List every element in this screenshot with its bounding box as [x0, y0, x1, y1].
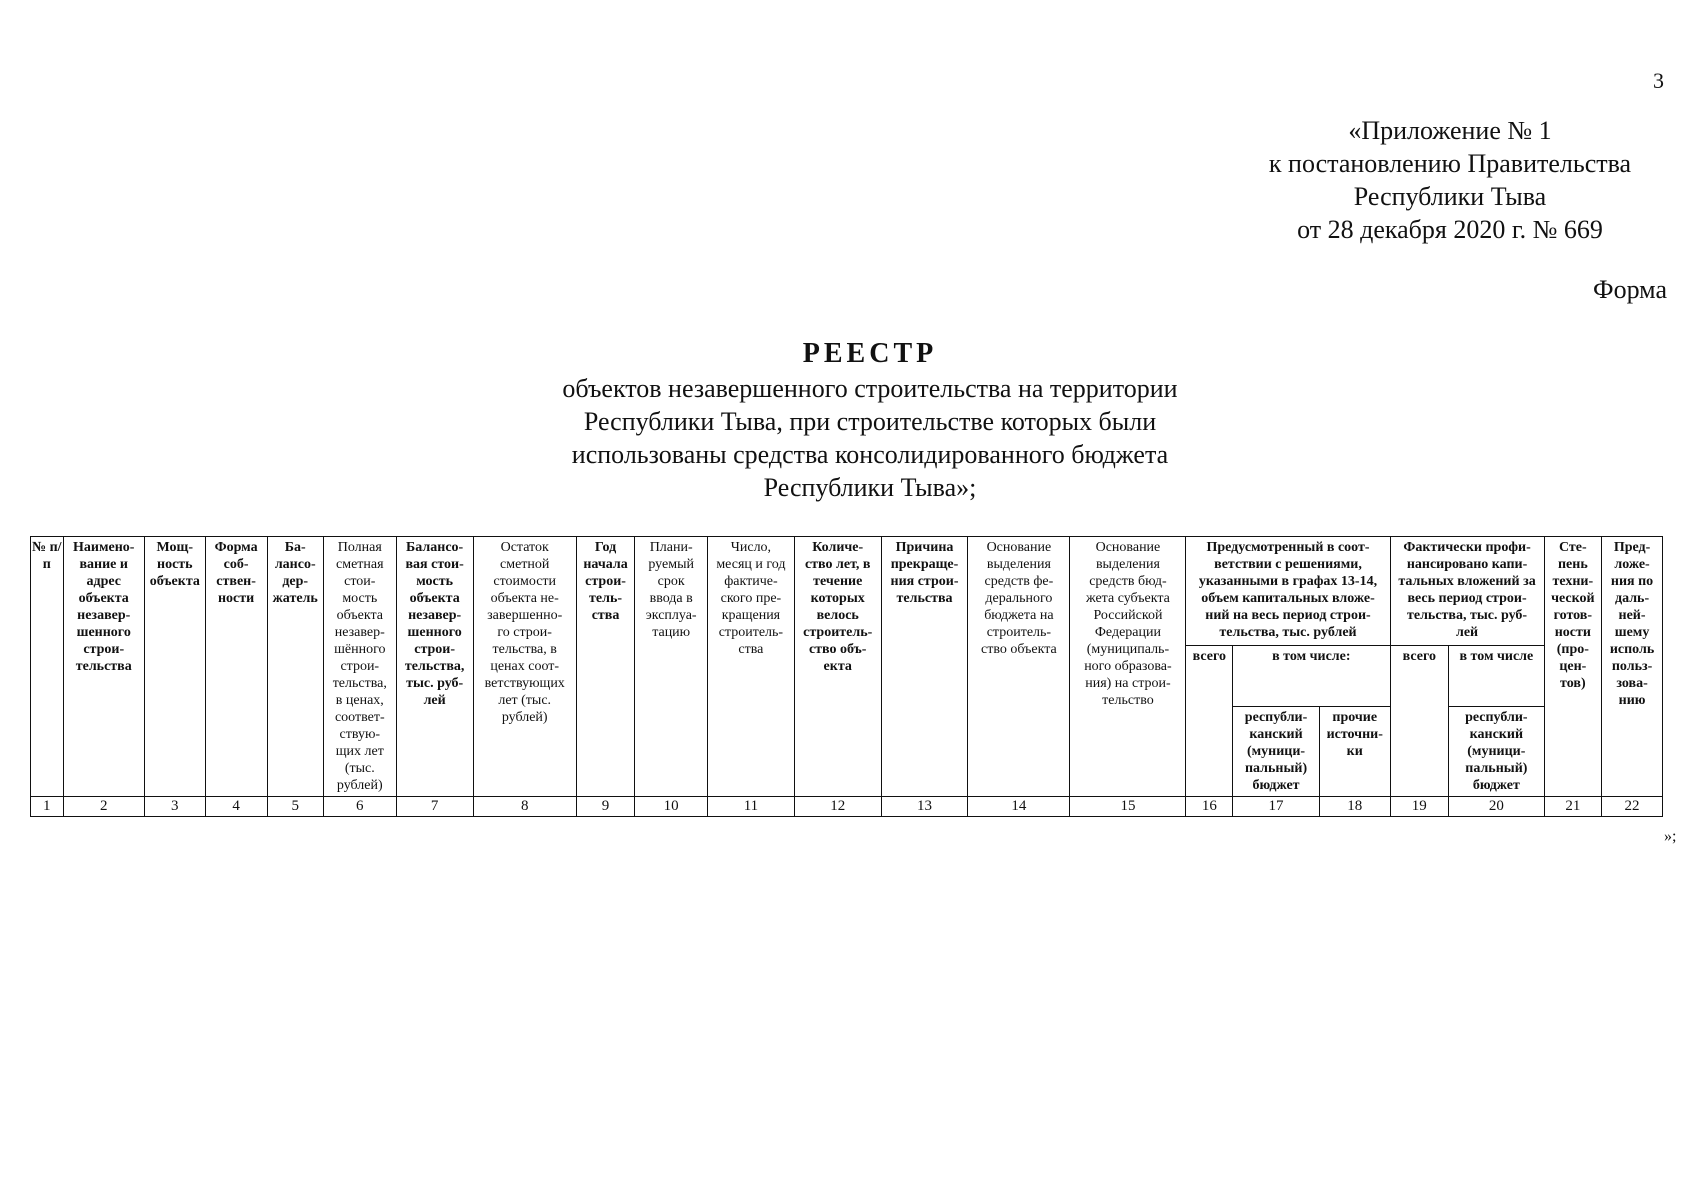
column-number: 16	[1186, 797, 1233, 817]
header-cell: Пред- ложе- ния по даль- ней- шему исполь польз- зова- нию	[1602, 537, 1663, 797]
header-cell: Полная сметная стои- мость объекта незавер- шённого строи- тельства, в ценах, соответ- ствую- щих лет (тыс. рублей)	[323, 537, 396, 797]
column-number: 10	[635, 797, 708, 817]
document-title	[440, 337, 1300, 504]
column-number: 12	[794, 797, 881, 817]
appendix-line: к постановлению Правительства	[1268, 149, 1632, 178]
registry-table	[30, 536, 1663, 817]
header-cell-other: прочие источни- ки	[1319, 707, 1390, 797]
column-number: 2	[63, 797, 144, 817]
appendix-line: «Приложение № 1	[1348, 116, 1552, 145]
title-line: Республики Тыва, при строительстве которых были	[583, 407, 1157, 436]
header-cell-including: в том числе	[1449, 646, 1545, 707]
header-cell: Наимено- вание и адрес объекта незавер- шенного строи- тельства	[63, 537, 144, 797]
column-number: 3	[144, 797, 205, 817]
header-cell: Сте- пень техни- ческой готов- ности (про- цен- тов)	[1544, 537, 1602, 797]
column-number: 7	[396, 797, 473, 817]
column-number: 6	[323, 797, 396, 817]
column-number: 22	[1602, 797, 1663, 817]
column-number: 13	[881, 797, 968, 817]
header-row	[31, 537, 1663, 646]
column-number: 19	[1390, 797, 1449, 817]
column-number-row	[31, 797, 1663, 817]
header-cell-republican: республи- канский (муници- пальный) бюджет	[1449, 707, 1545, 797]
column-number: 9	[576, 797, 635, 817]
header-cell: Плани- руемый срок ввода в эксплуа- тацию	[635, 537, 708, 797]
appendix-line: Республики Тыва	[1353, 182, 1547, 211]
column-number: 17	[1233, 797, 1320, 817]
title-line: объектов незавершенного строительства на территории	[562, 374, 1178, 403]
header-cell: Год начала строи- тель- ства	[576, 537, 635, 797]
column-number: 5	[267, 797, 323, 817]
header-cell-total: всего	[1390, 646, 1449, 797]
appendix-header	[1240, 114, 1660, 246]
title-line: использованы средства консолидированного бюджета	[571, 440, 1169, 469]
column-number: 18	[1319, 797, 1390, 817]
header-group-actual: Фактически профи- нансировано капи- тальных вложений за весь период строи- тельства, тыс. руб- лей	[1390, 537, 1544, 646]
header-cell: Основание выделения средств бюд- жета субъекта Российской Федерации (муниципаль- ного образова- ния) на строи- тельство	[1070, 537, 1186, 797]
column-number: 1	[31, 797, 64, 817]
header-group-planned: Предусмотренный в соот- ветствии с решениями, указанными в графах 13-14, объем капитальных вложе- ний на весь период строи- тельства, тыс. рублей	[1186, 537, 1390, 646]
column-number: 4	[205, 797, 267, 817]
column-number: 15	[1070, 797, 1186, 817]
header-cell-republican: республи- канский (муници- пальный) бюджет	[1233, 707, 1320, 797]
title-line: Республики Тыва»;	[763, 473, 977, 502]
column-number: 8	[473, 797, 576, 817]
form-label: Форма	[1593, 275, 1667, 304]
header-cell-total: всего	[1186, 646, 1233, 797]
column-number: 21	[1544, 797, 1602, 817]
header-cell: Мощ- ность объекта	[144, 537, 205, 797]
page-number: 3	[1653, 68, 1664, 93]
header-cell: Причина прекраще- ния строи- тельства	[881, 537, 968, 797]
header-cell: Количе- ство лет, в течение которых велось строитель- ство объ- екта	[794, 537, 881, 797]
header-cell: Основание выделения средств фе- дерального бюджета на строитель- ство объекта	[968, 537, 1070, 797]
column-number: 20	[1449, 797, 1545, 817]
appendix-line: от 28 декабря 2020 г. № 669	[1297, 215, 1603, 244]
header-cell: Число, месяц и год фактиче- ского пре- кращения строитель- ства	[708, 537, 795, 797]
column-number: 11	[708, 797, 795, 817]
header-cell: Балансо- вая стои- мость объекта незавер- шенного строи- тельства, тыс. руб- лей	[396, 537, 473, 797]
column-number: 14	[968, 797, 1070, 817]
header-cell: Остаток сметной стоимости объекта не- завершенно- го строи- тельства, в ценах соот- ветствующих лет (тыс. рублей)	[473, 537, 576, 797]
header-cell: Форма соб- ствен- ности	[205, 537, 267, 797]
header-cell-including: в том числе:	[1233, 646, 1390, 707]
title-main: РЕЕСТР	[802, 338, 938, 369]
closing-mark: »;	[1664, 828, 1677, 845]
header-cell: Ба- лансо- дер- жатель	[267, 537, 323, 797]
header-cell: № п/п	[31, 537, 64, 797]
